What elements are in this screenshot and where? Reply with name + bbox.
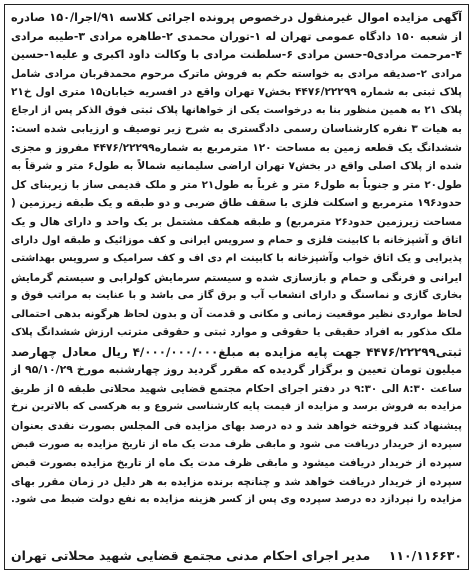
notice-line: آگهی مزایده اموال غیرمنقول درخصوص پرونده اجرائی کلاسه ۹۱/اجرا/۱۵۰ صادره (11, 11, 462, 24)
notice-line: ساعت ۸:۳۰ الی ۹:۳۰ در دفتر اجرای احکام مجتمع قضایی شهید محلاتی طبقه ۵ از طریق (11, 382, 462, 395)
notice-line: از شعبه ۱۵۰ دادگاه عمومی تهران له ۱-توران محمدی ۲-طاهره مرادی ۳-طیبه مرادی (11, 29, 462, 43)
notice-line: شده از پلاک اصلی واقع در بخش۷ تهران اراضی سلیمانیه شمالاً به طول۶ متر و شرقاً به (11, 160, 462, 173)
notice-line: پذیرایی و یک اتاق خواب وآشپزخانه با کابینت ام دی اف و کف سرامیک و سرویس بهداشتی (11, 253, 462, 265)
notice-line: لحاظ مواردی نظیر موقعیت زمانی و مکانی و قدمت آن و بدون لحاظ هرگونه بدهی احتمالی (11, 308, 462, 320)
notice-line: ملک مذکور به افراد حقیقی یا حقوقی و موارد ثبتی و حقوقی مترتب ارزش ششدانگ پلاک (11, 327, 462, 339)
notice-line: سپرده از خریدار دریافت میشود و مابقی ظرف مدت یک ماه از تاریخ مزایده بصورت قبض (11, 457, 462, 470)
notice-body (11, 9, 462, 510)
notice-line: ششدانگ یک قطعه زمین به مساحت ۱۲۰ مترمربع به شماره۴۴۷۶/۲۲۲۹۹ مفروز و مجزی (11, 141, 462, 154)
notice-line: پیشنهاد کند فروخته خواهد شد و ده درصد بهای مزایده فی المجلس بصورت نقدی بعنوان (11, 420, 462, 433)
notice-line: بخاری گازی و نماسنگ و دارای انشعاب آب و برق گاز می باشد و با عنایت به مراتب فوق و (11, 290, 462, 302)
auction-notice (4, 4, 469, 570)
notice-line: میلیون تومان تعیین و برگزار گردیده که مقرر گردید روز چهارشنبه مورخ ۹۵/۱۰/۲۹ از (11, 363, 462, 377)
notice-line: مزایده را نپردازد ده درصد سپرده وی پس از کسر هزینه مزایده به نفع دولت ضبط می شود. (11, 494, 462, 506)
notice-line: مساحت زیرزمین حدود۲۶ مترمربع) و طبقه همکف مشتمل بر یک واحد و دارای هال و یک (11, 216, 462, 229)
notice-line: پلاک ۲۱ به همین منظور بنا به درخواست یکی از خواهانها پلاک ثبتی فوق الذکر پس از ارجاع (11, 104, 462, 116)
notice-line: ایرانی و فرنگی و حمام و بازسازی شده و سیستم سرمایش کولرابی و سیستم گرمایش (11, 271, 462, 284)
notice-line: طول۲۰ متر و جنوباً به طول۶ متر و غرباً به طول۲۱ متر و ملک قدیمی ساز با زیربنای کل (11, 178, 462, 191)
notice-line: به هیات ۳ نفره کارشناسان رسمی دادگستری به شرح زیر توصیف و ارزیابی شده است: (11, 123, 462, 136)
notice-line: پلاک ثبتی به شماره ۴۴۷۶/۲۲۲۹۹ بخش۷ تهران واقع در افسریه خیابان۱۵ متری اول خ۲۱ (11, 86, 462, 99)
notice-line: سپرده از خریدار دریافت خواهد شد و چنانچه برنده مزایده به هر دلیل در زمان مقرر بهای (11, 475, 462, 488)
notice-line: ثبتی۴۴۷۶/۲۲۲۹۹ جهت پایه مزایده به مبلغ۴/۰۰۰/۰۰۰/۰۰۰ ریال معادل چهارصد (11, 344, 462, 359)
notice-line: مرادی ۲-صدیقه مرادی به خواسته حکم به فروش ماترک مرحوم محمدقربان مرادی شامل (11, 67, 462, 80)
notice-line: سپرده از خریدار دریافت می شود و مابقی ظرف مدت یک ماه از تاریخ مزایده به صورت قبض (11, 438, 462, 450)
notice-line: حدود۱۹۶ مترمربع و اسکلت فلزی با سقف طاق ضربی و دو طبقه و یک طبقه زیرزمین ( (11, 197, 462, 210)
issuer-signature: مدیر اجرای احکام مدنی مجتمع قضایی شهید محلاتی تهران (11, 547, 371, 563)
notice-line: اتاق و آشپزخانه با کابینت فلزی و حمام و سرویس ایرانی و کف موزائیک و طبقه اول دارای (11, 234, 462, 246)
notice-line: مزایده به فروش برسد و مزایده از قیمت پایه کارشناسی شروع و به هرکسی که بالاترین نرخ (11, 401, 462, 413)
notice-footer (11, 545, 462, 565)
notice-code: ۱۱۰/۱۱۶۶۳۰ (388, 547, 462, 563)
notice-line: ۴-مرحمت مرادی۵-حسن مرادی ۶-سلطنت مرادی با وکالت داود اکبری و علیه۱-حسین (11, 48, 462, 62)
